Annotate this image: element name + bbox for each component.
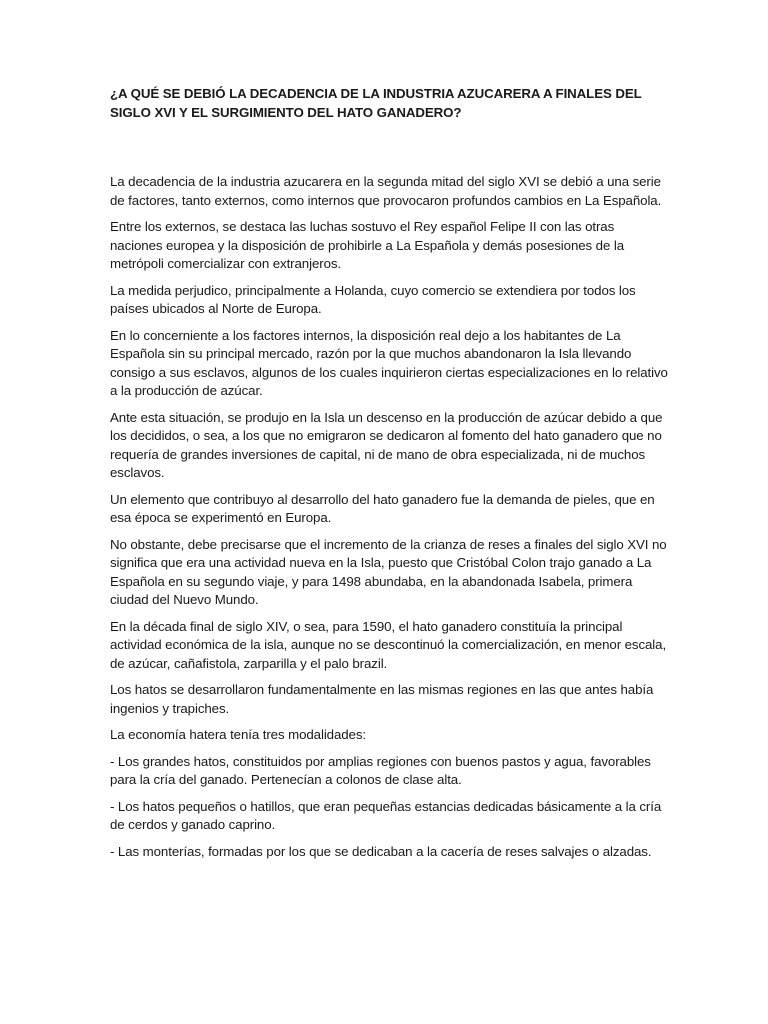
paragraph-2: Entre los externos, se destaca las luchas sostuvo el Rey español Felipe II con las otras naciones europea y la disposición de prohibirle a La Española y demás posesiones de la metrópoli comercializar con extranjeros. bbox=[110, 219, 625, 271]
paragraph-4: En lo concerniente a los factores internos, la disposición real dejo a los habitantes de La Española sin su principal mercado, razón por la que muchos abandonaron la Isla llevando consigo a sus esclavos, algunos de los cuales inquirieron ciertas especializaciones en lo relativo a la producción de azúcar. bbox=[110, 327, 668, 398]
list-item-monterias: - Las monterías, formadas por los que se dedicaban a la cacería de reses salvajes o alzadas. bbox=[110, 843, 652, 859]
paragraph-9: Los hatos se desarrollaron fundamentalmente en las mismas regiones en las que antes había ingenios y trapiches. bbox=[110, 682, 654, 716]
paragraph-1: La decadencia de la industria azucarera en la segunda mitad del siglo XVI se debió a una serie de factores, tanto externos, como internos que provocaron profundos cambios en La Española. bbox=[110, 174, 662, 208]
list-item-hatillos: - Los hatos pequeños o hatillos, que eran pequeñas estancias dedicadas básicamente a la cría de cerdos y ganado caprino. bbox=[110, 798, 662, 832]
document-title: ¿A QUÉ SE DEBIÓ LA DECADENCIA DE LA INDUSTRIA AZUCARERA A FINALES DEL SIGLO XVI Y EL SURGIMIENTO DEL HATO GANADERO? bbox=[110, 86, 642, 120]
document-page bbox=[110, 84, 670, 869]
paragraph-10: La economía hatera tenía tres modalidades: bbox=[110, 727, 366, 742]
paragraph-8: En la década final de siglo XIV, o sea, para 1590, el hato ganadero constituía la principal actividad económica de la isla, aunque no se descontinuó la comercialización, en menor escala, de azúcar, cañafistola, zarparilla y el palo brazil. bbox=[110, 618, 667, 671]
list-item-grandes-hatos: - Los grandes hatos, constituidos por amplias regiones con buenos pastos y agua, favorables para la cría del ganado. Pertenecían a colonos de clase alta. bbox=[110, 753, 651, 787]
paragraph-7: No obstante, debe precisarse que el incremento de la crianza de reses a finales del siglo XVI no significa que era una actividad nueva en la Isla, puesto que Cristóbal Colon trajo ganado a La Española en su segundo viaje, y para 1498 abundaba, en la abandonada Isabela, primera ciudad del Nuevo Mundo. bbox=[110, 536, 667, 607]
paragraph-3: La medida perjudico, principalmente a Holanda, cuyo comercio se extendiera por todos los países ubicados al Norte de Europa. bbox=[110, 282, 636, 316]
paragraph-5: Ante esta situación, se produjo en la Isla un descenso en la producción de azúcar debido a que los decididos, o sea, a los que no emigraron se dedicaron al fomento del hato ganadero que no requería de grandes inversiones de capital, ni de mano de obra especializada, ni de muchos esclavos. bbox=[110, 409, 663, 480]
paragraph-6: Un elemento que contribuyo al desarrollo del hato ganadero fue la demanda de pieles, que en esa época se experimentó en Europa. bbox=[110, 491, 655, 525]
